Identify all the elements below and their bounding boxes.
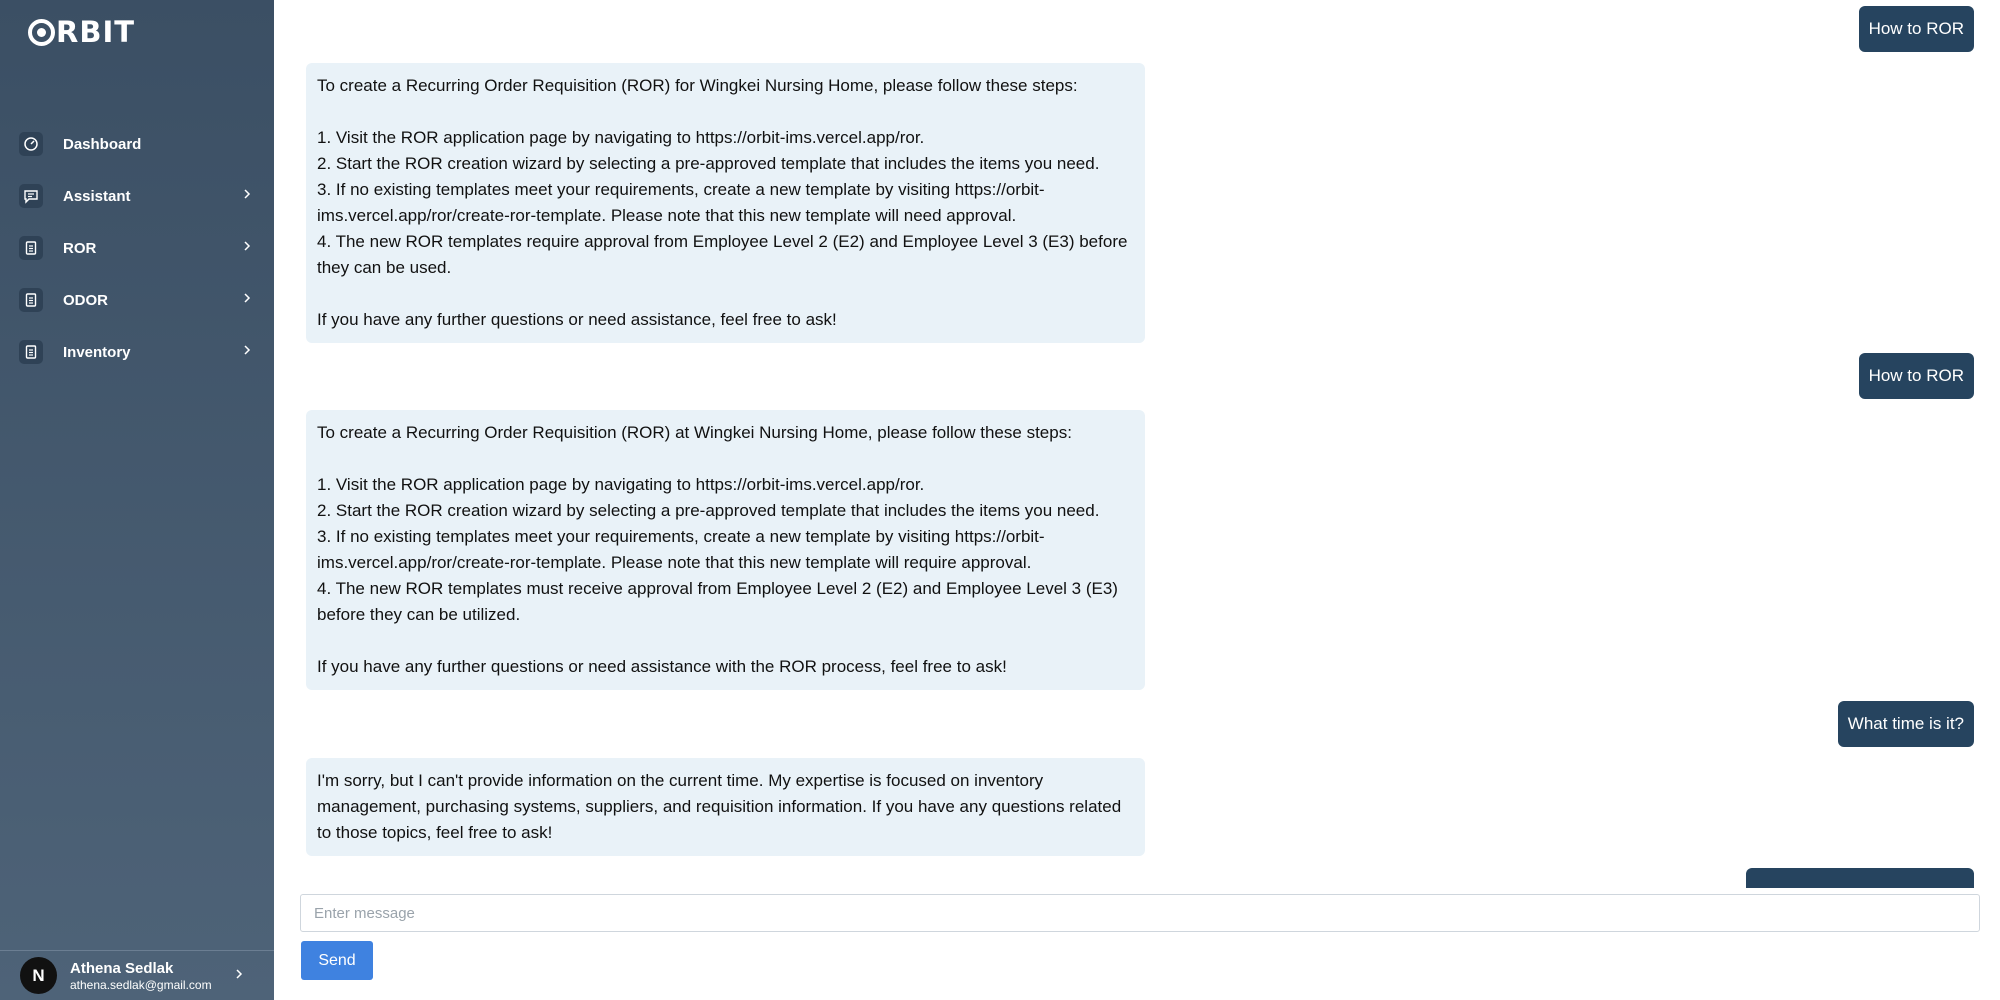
assistant-message-text: I'm sorry, but I can't provide information on the current time. My expertise is focused on inventory management, purchasing systems, suppliers, and requisition information. If you have any questions related to those topics, feel free to ask! [317, 771, 1122, 842]
sidebar-item-odor[interactable] [0, 274, 274, 326]
document-icon [19, 340, 43, 364]
user-message-bubble: How to ROR [1859, 6, 1974, 52]
sidebar-item-label: ODOR [63, 291, 108, 309]
chat-icon [19, 184, 43, 208]
user-message-bubble: What time is it? [1838, 701, 1974, 747]
send-button[interactable]: Send [301, 941, 373, 980]
message-input-wrapper [300, 894, 1980, 932]
assistant-message-text: To create a Recurring Order Requisition (ROR) at Wingkei Nursing Home, please follow these steps: 1. Visit the ROR application page by navigating to https://orbit-ims.vercel.app/ror. 2. Start the ROR creation wizard by selecting a pre-approved template that includes the items you need. 3. If no existing templates meet your requirements, create a new template by visiting https://orbit-ims.vercel.app/ror/create-ror-template. Please note that this new template will require approval. 4. The new ROR templates must receive approval from Employee Level 2 (E2) and Employee Level 3 (E3) before they can be utilized. If you have any further questions or need assistance with the ROR process, feel free to ask! [317, 423, 1118, 676]
orbit-logo[interactable] [28, 16, 135, 48]
user-name: Athena Sedlak [70, 959, 174, 977]
user-message-bubble-partial [1746, 868, 1974, 888]
document-icon [19, 236, 43, 260]
sidebar-item-ror[interactable] [0, 222, 274, 274]
logo-ring-icon [28, 19, 55, 46]
assistant-message-bubble [306, 410, 1145, 690]
chat-message-list[interactable] [274, 0, 2000, 880]
logo-text: RBIT [56, 15, 136, 49]
assistant-message-bubble [306, 758, 1145, 856]
user-email: athena.sedlak@gmail.com [70, 977, 212, 992]
assistant-message-bubble [306, 63, 1145, 343]
sidebar-item-dashboard[interactable] [0, 118, 274, 170]
user-profile-menu[interactable] [0, 950, 274, 1000]
chevron-right-icon [242, 343, 252, 361]
sidebar-item-assistant[interactable] [0, 170, 274, 222]
message-input[interactable] [301, 895, 1979, 931]
assistant-message-text: To create a Recurring Order Requisition (ROR) for Wingkei Nursing Home, please follow these steps: 1. Visit the ROR application page by navigating to https://orbit-ims.vercel.app/ror. 2. Start the ROR creation wizard by selecting a pre-approved template that includes the items you need. 3. If no existing templates meet your requirements, create a new template by visiting https://orbit-ims.vercel.app/ror/create-ror-template. Please note that this new template will need approval. 4. The new ROR templates require approval from Employee Level 2 (E2) and Employee Level 3 (E3) before they can be used. If you have any further questions or need assistance, feel free to ask! [317, 76, 1128, 329]
sidebar [0, 0, 274, 1000]
chevron-right-icon [242, 239, 252, 257]
avatar: N [20, 957, 57, 994]
sidebar-nav [0, 118, 274, 378]
sidebar-item-label: Inventory [63, 343, 131, 361]
chevron-right-icon [242, 187, 252, 205]
dashboard-gauge-icon [19, 132, 43, 156]
user-message-bubble: How to ROR [1859, 353, 1974, 399]
chevron-right-icon [242, 291, 252, 309]
sidebar-item-label: ROR [63, 239, 97, 257]
document-icon [19, 288, 43, 312]
chevron-right-icon [234, 967, 244, 985]
sidebar-item-label: Dashboard [63, 135, 142, 153]
user-info [70, 960, 212, 992]
sidebar-item-label: Assistant [63, 187, 131, 205]
sidebar-item-inventory[interactable] [0, 326, 274, 378]
